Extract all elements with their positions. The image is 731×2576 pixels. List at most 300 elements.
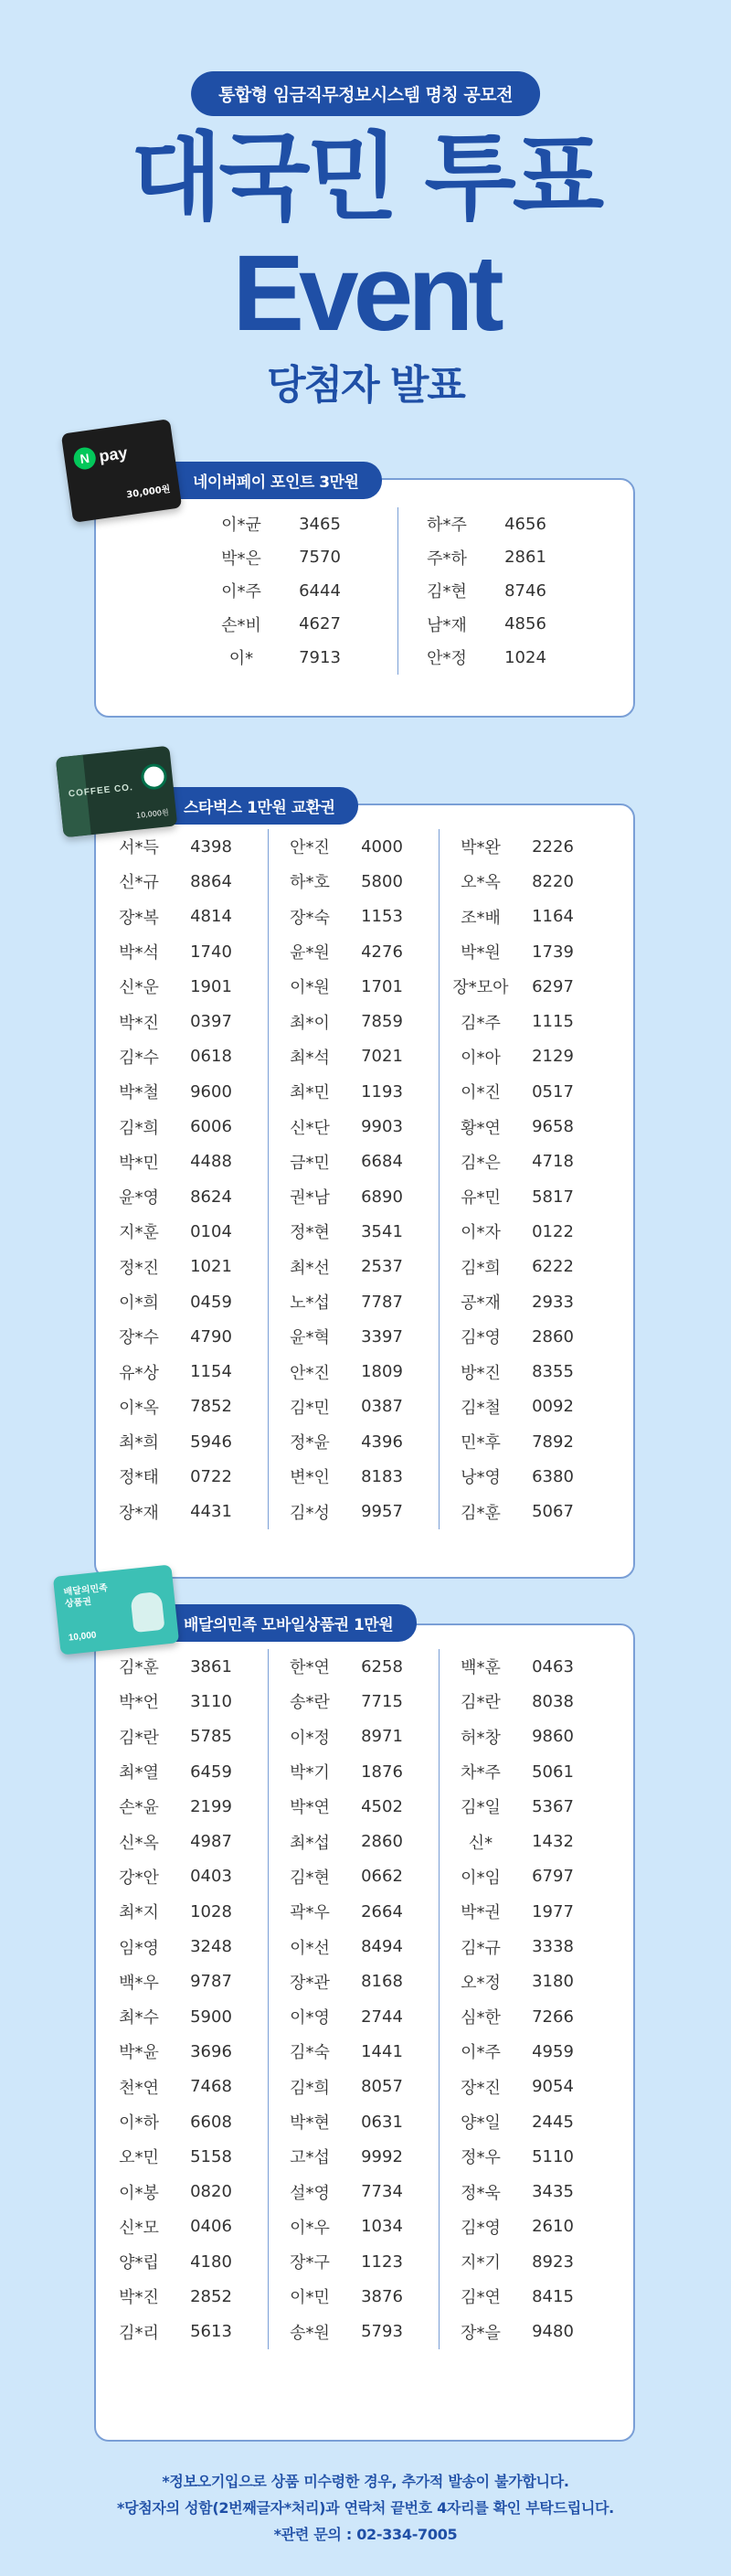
winner-name: 박*권	[461, 1903, 501, 1923]
winner-row	[213, 641, 370, 675]
winner-name: 김*현	[427, 582, 467, 602]
winner-phone-digits: 0122	[532, 1221, 574, 1241]
winner-row	[452, 2279, 597, 2314]
winner-row	[111, 2279, 255, 2314]
winner-phone-digits: 1153	[361, 907, 403, 927]
winner-row	[281, 1999, 426, 2034]
winner-row	[452, 1109, 597, 1144]
winner-name: 신*옥	[119, 1833, 159, 1853]
winner-name: 김*훈	[119, 1658, 159, 1678]
starbucks-logo-icon	[140, 762, 168, 791]
winner-phone-digits: 1739	[532, 942, 574, 962]
winner-row	[452, 1319, 597, 1354]
starbucks-winners-panel	[94, 804, 635, 1579]
winner-name: 장*관	[290, 1973, 330, 1993]
winner-row	[281, 899, 426, 934]
winner-row	[281, 1649, 426, 1684]
winner-phone-digits: 5613	[190, 2322, 232, 2342]
winner-row	[418, 574, 576, 608]
winner-name: 신*단	[290, 1118, 330, 1138]
naverpay-card-image	[61, 419, 182, 523]
winner-name: 최*수	[119, 2008, 159, 2028]
winner-phone-digits: 2537	[361, 1257, 403, 1277]
winner-phone-digits: 7852	[190, 1397, 232, 1417]
winner-name: 차*주	[461, 1763, 501, 1783]
winner-row	[452, 1424, 597, 1459]
winner-name: 김*희	[119, 1118, 159, 1138]
winner-row	[281, 1389, 426, 1424]
winner-phone-digits: 2860	[361, 1832, 403, 1852]
baemin-winners-panel	[94, 1623, 635, 2442]
winner-row	[281, 1754, 426, 1789]
winner-phone-digits: 5800	[361, 871, 403, 891]
winners-column	[281, 829, 426, 1529]
winner-phone-digits: 8038	[532, 1691, 574, 1711]
winner-row	[281, 1144, 426, 1179]
winner-phone-digits: 8220	[532, 871, 574, 891]
winner-row	[111, 829, 255, 864]
winner-row	[452, 1964, 597, 1999]
winner-name: 최*선	[290, 1258, 330, 1278]
winner-name: 송*원	[290, 2323, 330, 2343]
winner-name: 한*연	[290, 1658, 330, 1678]
winner-row	[111, 1250, 255, 1284]
winner-row	[111, 2209, 255, 2244]
winner-phone-digits: 7892	[532, 1432, 574, 1452]
winner-row	[111, 1039, 255, 1074]
winner-name: 권*남	[290, 1188, 330, 1208]
winner-phone-digits: 4000	[361, 836, 403, 857]
winner-phone-digits: 4398	[190, 836, 232, 857]
winner-phone-digits: 6684	[361, 1152, 403, 1172]
winner-row	[111, 1144, 255, 1179]
winner-phone-digits: 0631	[361, 2112, 403, 2132]
winner-row	[111, 2070, 255, 2104]
winner-name: 곽*우	[290, 1903, 330, 1923]
winner-phone-digits: 9787	[190, 1972, 232, 1992]
winner-row	[111, 1214, 255, 1249]
winner-name: 김*리	[119, 2323, 159, 2343]
winner-name: 최*지	[119, 1903, 159, 1923]
winner-row	[111, 1179, 255, 1214]
winner-phone-digits: 0104	[190, 1221, 232, 1241]
winner-phone-digits: 0662	[361, 1867, 403, 1887]
prize-label-starbucks: 스타벅스 1만원 교환권	[142, 787, 358, 825]
winner-phone-digits: 1028	[190, 1901, 232, 1921]
winner-row	[452, 1894, 597, 1929]
winner-phone-digits: 2852	[190, 2286, 232, 2306]
winner-row	[281, 1824, 426, 1858]
winner-phone-digits: 3861	[190, 1656, 232, 1677]
winner-row	[281, 1354, 426, 1389]
winner-name: 김*수	[119, 1048, 159, 1068]
contest-name-pill: 통합형 임금직무정보시스템 명칭 공모전	[191, 71, 540, 116]
winner-phone-digits: 6890	[361, 1187, 403, 1207]
winner-phone-digits: 3876	[361, 2286, 403, 2306]
winner-name: 장*숙	[290, 908, 330, 928]
winner-row	[111, 1319, 255, 1354]
winner-name: 조*배	[461, 908, 501, 928]
winner-name: 지*훈	[119, 1223, 159, 1243]
winner-name: 김*은	[461, 1153, 501, 1173]
winner-phone-digits: 2610	[532, 2217, 574, 2237]
winner-name: 남*재	[427, 615, 467, 635]
winner-row	[111, 1424, 255, 1459]
winner-phone-digits: 9957	[361, 1502, 403, 1522]
winner-row	[452, 1789, 597, 1824]
winner-phone-digits: 7734	[361, 2182, 403, 2202]
winner-name: 김*숙	[290, 2043, 330, 2063]
winner-row	[281, 2034, 426, 2069]
winner-phone-digits: 5793	[361, 2322, 403, 2342]
winner-phone-digits: 6258	[361, 1656, 403, 1677]
winner-phone-digits: 7913	[299, 647, 341, 667]
winner-announcement-title: 당첨자 발표	[267, 362, 464, 409]
winners-column	[111, 829, 255, 1529]
winner-phone-digits: 1024	[504, 647, 546, 667]
winner-name: 정*진	[119, 1258, 159, 1278]
winner-row	[281, 1964, 426, 1999]
winner-name: 박*윤	[119, 2043, 159, 2063]
winner-name: 이*희	[119, 1293, 159, 1313]
baemin-character-icon	[130, 1591, 164, 1633]
winner-row	[281, 2209, 426, 2244]
winner-phone-digits: 1701	[361, 976, 403, 996]
winner-phone-digits: 7266	[532, 2007, 574, 2027]
winner-phone-digits: 4431	[190, 1502, 232, 1522]
winner-name: 박*민	[119, 1153, 159, 1173]
winner-name: 최*열	[119, 1763, 159, 1783]
winner-phone-digits: 5067	[532, 1502, 574, 1522]
winner-phone-digits: 4502	[361, 1796, 403, 1816]
winner-phone-digits: 2226	[532, 836, 574, 857]
winner-row	[281, 2104, 426, 2139]
winner-phone-digits: 6459	[190, 1762, 232, 1782]
winner-row	[452, 1074, 597, 1109]
winner-phone-digits: 8923	[532, 2251, 574, 2272]
winner-phone-digits: 2664	[361, 1901, 403, 1921]
winner-name: 신*	[468, 1833, 493, 1853]
winner-name: 고*섭	[290, 2148, 330, 2168]
winner-row	[213, 507, 370, 541]
winner-row	[452, 2070, 597, 2104]
winners-grid	[111, 829, 597, 1529]
winner-name: 김*철	[461, 1398, 501, 1418]
winner-row	[281, 2315, 426, 2349]
winner-name: 박*석	[119, 943, 159, 963]
winner-name: 이*아	[461, 1048, 501, 1068]
winners-column	[213, 507, 370, 675]
winner-phone-digits: 3696	[190, 2041, 232, 2061]
winner-phone-digits: 1809	[361, 1362, 403, 1382]
winner-row	[281, 829, 426, 864]
winner-name: 장*을	[461, 2323, 501, 2343]
winner-name: 오*옥	[461, 873, 501, 893]
winner-name: 신*규	[119, 873, 159, 893]
winner-phone-digits: 9600	[190, 1081, 232, 1102]
winner-row	[281, 1929, 426, 1964]
winner-phone-digits: 6222	[532, 1257, 574, 1277]
winner-name: 박*철	[119, 1083, 159, 1103]
winner-phone-digits: 7468	[190, 2077, 232, 2097]
winner-row	[452, 2209, 597, 2244]
winner-name: 지*기	[461, 2253, 501, 2273]
event-title: Event	[232, 233, 499, 354]
winner-phone-digits: 4488	[190, 1152, 232, 1172]
winner-row	[111, 1929, 255, 1964]
winner-phone-digits: 7859	[361, 1012, 403, 1032]
winner-name: 이*임	[461, 1868, 501, 1888]
winner-row	[111, 934, 255, 969]
starbucks-card-amount: 10,000원	[135, 808, 170, 820]
winner-name: 윤*원	[290, 943, 330, 963]
winner-row	[111, 1964, 255, 1999]
notice-footer	[0, 2468, 731, 2548]
winner-row	[452, 1284, 597, 1319]
winner-row	[111, 1894, 255, 1929]
winner-phone-digits: 3180	[532, 1972, 574, 1992]
winner-row	[281, 2244, 426, 2279]
starbucks-card-brand: COFFEE CO.	[68, 782, 134, 800]
page-title: 대국민 투표	[130, 122, 601, 233]
winner-phone-digits: 8057	[361, 2077, 403, 2097]
winner-phone-digits: 8355	[532, 1362, 574, 1382]
winner-row	[111, 1859, 255, 1894]
winner-row	[281, 1894, 426, 1929]
winner-row	[418, 641, 576, 675]
winner-row	[111, 899, 255, 934]
winner-name: 신*모	[119, 2218, 159, 2238]
winner-name: 안*진	[290, 838, 330, 858]
winner-phone-digits: 0397	[190, 1012, 232, 1032]
winner-row	[452, 2104, 597, 2139]
winner-phone-digits: 1876	[361, 1762, 403, 1782]
winner-phone-digits: 3541	[361, 1221, 403, 1241]
winner-phone-digits: 8746	[504, 580, 546, 601]
winner-name: 박*진	[119, 2288, 159, 2308]
winner-row	[281, 1424, 426, 1459]
column-divider	[439, 829, 440, 1529]
winner-row	[111, 2034, 255, 2069]
winner-phone-digits: 1977	[532, 1901, 574, 1921]
winner-row	[452, 1859, 597, 1894]
winner-row	[111, 2244, 255, 2279]
winner-name: 정*우	[461, 2148, 501, 2168]
baemin-card-brand: 배달의민족 상품권	[63, 1582, 109, 1610]
winner-name: 장*수	[119, 1328, 159, 1348]
column-divider	[268, 1649, 269, 2349]
winner-phone-digits: 2861	[504, 548, 546, 568]
notice-line: *관련 문의 : 02-334-7005	[273, 2526, 458, 2543]
winner-row	[452, 1999, 597, 2034]
winner-phone-digits: 4396	[361, 1432, 403, 1452]
winner-name: 손*비	[221, 615, 261, 635]
winner-row	[111, 1284, 255, 1319]
winner-row	[452, 1179, 597, 1214]
winner-name: 김*훈	[461, 1503, 501, 1523]
winner-phone-digits: 1115	[532, 1012, 574, 1032]
winners-column	[452, 829, 597, 1529]
winner-row	[452, 1389, 597, 1424]
winner-phone-digits: 5367	[532, 1796, 574, 1816]
column-divider	[397, 507, 398, 675]
winner-name: 오*민	[119, 2148, 159, 2168]
winner-row	[281, 969, 426, 1004]
winner-name: 박*원	[461, 943, 501, 963]
winner-row	[213, 608, 370, 642]
winner-row	[281, 1004, 426, 1038]
notice-line: *당첨자의 성함(2번째글자*처리)과 연락처 끝번호 4자리를 확인 부탁드립니다.	[117, 2499, 614, 2517]
winner-row	[452, 1684, 597, 1719]
winner-row	[281, 934, 426, 969]
column-divider	[268, 829, 269, 1529]
winner-phone-digits: 1154	[190, 1362, 232, 1382]
winner-phone-digits: 1441	[361, 2041, 403, 2061]
winner-name: 박*언	[119, 1693, 159, 1713]
winner-name: 정*태	[119, 1468, 159, 1488]
winner-phone-digits: 4718	[532, 1152, 574, 1172]
winner-name: 서*득	[119, 838, 159, 858]
winner-row	[111, 1495, 255, 1529]
winner-phone-digits: 5817	[532, 1187, 574, 1207]
winner-phone-digits: 0459	[190, 1292, 232, 1312]
winner-phone-digits: 7715	[361, 1691, 403, 1711]
winner-phone-digits: 7570	[299, 548, 341, 568]
winner-phone-digits: 1034	[361, 2217, 403, 2237]
winner-phone-digits: 4656	[504, 514, 546, 534]
winner-phone-digits: 4276	[361, 942, 403, 962]
winner-phone-digits: 9992	[361, 2146, 403, 2166]
winner-row	[281, 864, 426, 899]
winner-name: 장*재	[119, 1503, 159, 1523]
winner-name: 박*은	[221, 548, 261, 569]
winner-row	[452, 1250, 597, 1284]
winner-name: 공*재	[461, 1293, 501, 1313]
winner-row	[213, 574, 370, 608]
winner-name: 금*민	[290, 1153, 330, 1173]
winner-phone-digits: 3465	[299, 514, 341, 534]
winner-phone-digits: 5110	[532, 2146, 574, 2166]
winner-row	[452, 1649, 597, 1684]
winner-name: 하*주	[427, 516, 467, 536]
winner-name: 노*섭	[290, 1293, 330, 1313]
winner-row	[281, 2070, 426, 2104]
winner-name: 이*봉	[119, 2183, 159, 2203]
winner-row	[111, 864, 255, 899]
prize-label-baemin: 배달의민족 모바일상품권 1만원	[142, 1604, 417, 1642]
winner-row	[111, 1789, 255, 1824]
winner-row	[418, 507, 576, 541]
winner-name: 윤*혁	[290, 1328, 330, 1348]
winner-phone-digits: 4856	[504, 614, 546, 634]
winner-row	[418, 608, 576, 642]
winner-row	[452, 1929, 597, 1964]
winner-name: 안*진	[290, 1363, 330, 1383]
winner-name: 장*구	[290, 2253, 330, 2273]
winner-row	[111, 2315, 255, 2349]
winner-row	[111, 1754, 255, 1789]
winner-name: 임*영	[119, 1938, 159, 1958]
winner-name: 주*하	[427, 548, 467, 569]
winner-row	[111, 1004, 255, 1038]
winner-phone-digits: 8971	[361, 1727, 403, 1747]
winner-row	[452, 969, 597, 1004]
winner-phone-digits: 8624	[190, 1187, 232, 1207]
winner-name: 김*규	[461, 1938, 501, 1958]
winner-phone-digits: 5158	[190, 2146, 232, 2166]
winner-phone-digits: 6444	[299, 580, 341, 601]
winner-row	[452, 899, 597, 934]
winner-phone-digits: 0820	[190, 2182, 232, 2202]
winner-name: 민*후	[461, 1433, 501, 1453]
winner-name: 강*안	[119, 1868, 159, 1888]
winner-row	[281, 1719, 426, 1754]
winner-phone-digits: 1193	[361, 1081, 403, 1102]
winner-row	[281, 1495, 426, 1529]
winner-row	[452, 1495, 597, 1529]
winner-name: 심*한	[461, 2008, 501, 2028]
winner-phone-digits: 2199	[190, 1796, 232, 1816]
winner-name: 이*균	[221, 516, 261, 536]
winners-column	[452, 1649, 597, 2349]
winner-phone-digits: 0092	[532, 1397, 574, 1417]
winner-phone-digits: 1901	[190, 976, 232, 996]
winner-row	[281, 2139, 426, 2174]
winner-row	[452, 829, 597, 864]
winner-name: 이*정	[290, 1728, 330, 1748]
winner-phone-digits: 0406	[190, 2217, 232, 2237]
winner-phone-digits: 1740	[190, 942, 232, 962]
winner-name: 김*희	[290, 2078, 330, 2098]
winner-phone-digits: 0722	[190, 1466, 232, 1486]
winner-name: 이*하	[119, 2113, 159, 2133]
winner-row	[281, 1039, 426, 1074]
winner-row	[111, 1649, 255, 1684]
winner-name: 이*진	[461, 1083, 501, 1103]
winner-row	[418, 541, 576, 575]
winner-name: 이*자	[461, 1223, 501, 1243]
winner-phone-digits: 2744	[361, 2007, 403, 2027]
winner-phone-digits: 6297	[532, 976, 574, 996]
winner-name: 최*민	[290, 1083, 330, 1103]
winner-row	[452, 2174, 597, 2209]
winner-name: 오*정	[461, 1973, 501, 1993]
winner-row	[452, 1144, 597, 1179]
winner-row	[452, 1719, 597, 1754]
winner-row	[111, 2104, 255, 2139]
winner-name: 이*	[228, 649, 254, 669]
winner-name: 이*원	[290, 978, 330, 998]
winner-name: 이*영	[290, 2008, 330, 2028]
winner-row	[111, 1074, 255, 1109]
winner-phone-digits: 3397	[361, 1326, 403, 1347]
winner-row	[281, 1319, 426, 1354]
winner-phone-digits: 4959	[532, 2041, 574, 2061]
winner-phone-digits: 7787	[361, 1292, 403, 1312]
winner-phone-digits: 6797	[532, 1867, 574, 1887]
winner-name: 박*진	[119, 1013, 159, 1033]
winners-column	[111, 1649, 255, 2349]
naverpay-winners-panel	[94, 478, 635, 718]
winner-name: 천*연	[119, 2078, 159, 2098]
winner-row	[111, 1719, 255, 1754]
winner-name: 이*주	[221, 582, 261, 602]
winner-phone-digits: 4180	[190, 2251, 232, 2272]
winner-row	[452, 2034, 597, 2069]
winner-name: 이*선	[290, 1938, 330, 1958]
winner-row	[452, 1214, 597, 1249]
winner-name: 이*우	[290, 2218, 330, 2238]
